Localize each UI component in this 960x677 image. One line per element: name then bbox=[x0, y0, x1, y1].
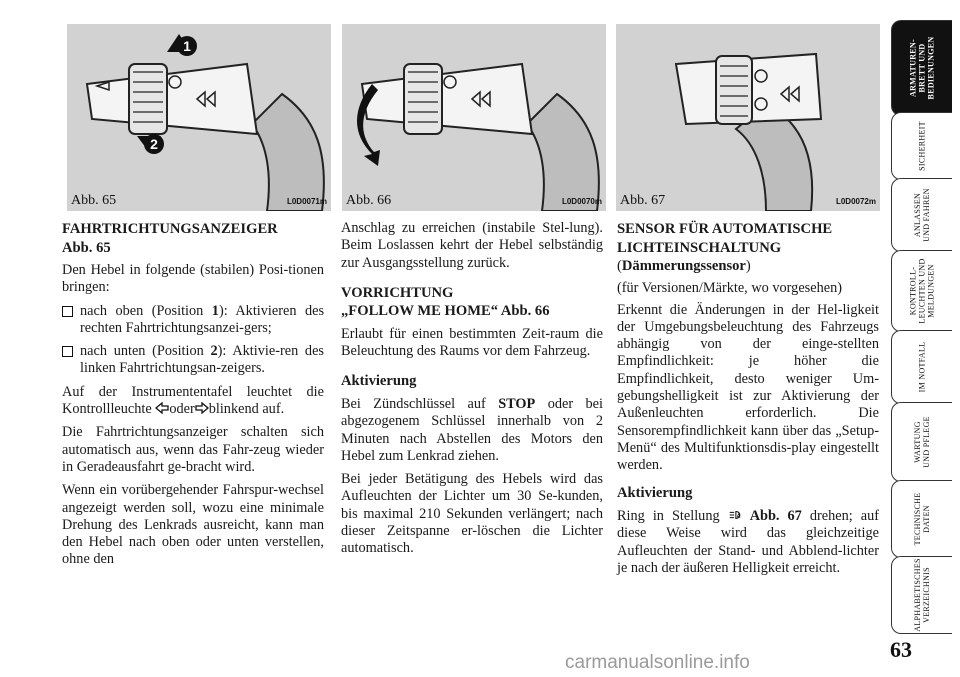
tab-wartung[interactable]: WARTUNG UND PFLEGE bbox=[891, 402, 952, 482]
position-markers bbox=[67, 24, 331, 211]
stalk-illustration bbox=[342, 24, 606, 211]
right-arrow-icon bbox=[195, 402, 209, 414]
column-2 bbox=[341, 220, 603, 564]
section-heading: VORRICHTUNG „FOLLOW ME HOME“ Abb. 66 bbox=[341, 284, 550, 320]
marker-1: 1 bbox=[183, 38, 191, 54]
paragraph: Erlaubt für einen bestimmten Zeit-raum die Beleuchtung des Raums vor dem Fahrzeug. bbox=[341, 325, 603, 360]
figure-code: L0D0072m bbox=[835, 197, 876, 206]
column-1 bbox=[62, 220, 324, 575]
tab-anlassen[interactable]: ANLASSEN UND FAHREN bbox=[891, 178, 952, 252]
paragraph: Bei jeder Betätigung des Hebels wird das Aufleuchten der Lichter um 30 Se-kunden, bis maximal 210 Sekunden verlängert; nach dieser Zeitspanne er-löschen die Lichter automatisch. bbox=[341, 471, 603, 557]
paragraph: Erkennt die Änderungen in der Hel-ligkeit der Umgebungsbeleuchtung des Fahrzeugs abhängig von der einge-stellten Empfindlichkeit: je höher die Empfindlichkeit, desto weniger Um-gebungshelligkeit ist zur Aktivierung der Außenleuchten erforderlich. Die Sensorempfindlichkeit kann über das „Setup-Menü“ des Multifunktionsdis-play eingestellt werden. bbox=[617, 301, 879, 474]
auto-light-icon bbox=[728, 509, 742, 521]
svg-text:A: A bbox=[736, 513, 741, 520]
tab-verzeichnis[interactable]: ALPHABETISCHES VERZEICHNIS bbox=[891, 556, 952, 634]
figure-abb-66 bbox=[342, 24, 606, 211]
left-arrow-icon bbox=[155, 402, 169, 414]
stalk-illustration bbox=[616, 24, 880, 211]
page-number: 63 bbox=[890, 637, 912, 662]
marker-2: 2 bbox=[150, 136, 158, 152]
paragraph: Bei Zündschlüssel auf STOP oder bei abgezogenem Schlüssel innerhalb von 2 Minuten nach Abstellen des Motors den Hebel zum Lenkrad ziehen. bbox=[341, 395, 603, 464]
heading-ref: Abb. 65 bbox=[62, 239, 111, 256]
figure-caption: Abb. 65 bbox=[71, 193, 117, 208]
tab-im-notfall[interactable]: IM NOTFALL bbox=[891, 330, 952, 404]
figure-caption: Abb. 66 bbox=[346, 193, 392, 208]
paragraph: Die Fahrtrichtungsanzeiger schalten sich automatisch aus, wenn das Fahr-zeug wieder in Geradeausfahrt ge-bracht wird. bbox=[62, 424, 324, 475]
figure-code: L0D0071m bbox=[286, 197, 327, 206]
figure-abb-67 bbox=[616, 24, 880, 211]
subheading: Aktivierung bbox=[341, 373, 417, 390]
column-3 bbox=[617, 220, 879, 583]
section-heading bbox=[62, 220, 324, 257]
tab-sicherheit[interactable]: SICHERHEIT bbox=[891, 112, 952, 180]
heading-text: FAHRTRICHTUNGSANZEIGER bbox=[62, 221, 278, 237]
watermark: carmanualsonline.info bbox=[565, 652, 750, 673]
list-item: nach oben (Position 1): Aktivieren des rechten Fahrtrichtungsanzei-gers; bbox=[62, 303, 324, 338]
figure-caption: Abb. 67 bbox=[620, 193, 666, 208]
paragraph: (für Versionen/Märkte, wo vorgesehen) bbox=[617, 279, 842, 296]
figure-abb-65 bbox=[67, 24, 331, 211]
tab-armaturenbrett[interactable]: ARMATUREN- BRETT UND BEDIENUNGEN bbox=[891, 20, 952, 116]
figure-code: L0D0070m bbox=[561, 197, 602, 206]
tab-technische-daten[interactable]: TECHNISCHE DATEN bbox=[891, 480, 952, 558]
paragraph: Auf der Instrumententafel leuchtet die Kontrollleuchte oder blinkend auf. bbox=[62, 383, 324, 418]
section-heading: SENSOR FÜR AUTOMATISCHE LICHTEINSCHALTUNG (Dämmerungssensor) bbox=[617, 221, 833, 274]
paragraph: Anschlag zu erreichen (instabile Stel-lung). Beim Loslassen kehrt der Hebel selbständig zur Ausgangsstellung zurück. bbox=[341, 220, 603, 271]
checkbox-bullet-icon bbox=[62, 346, 73, 357]
paragraph: Ring in Stellung A Abb. 67 drehen; auf diese Weise wird das gleichzeitige Aufleuchten der Stand- und Abblend-lichter je nach der äußeren Helligkeit erreicht. bbox=[617, 507, 879, 576]
subheading: Aktivierung bbox=[617, 485, 693, 502]
checkbox-bullet-icon bbox=[62, 306, 73, 317]
chapter-sidebar bbox=[891, 0, 960, 677]
paragraph: Den Hebel in folgende (stabilen) Posi-tionen bringen: bbox=[62, 262, 324, 296]
paragraph: Wenn ein vorübergehender Fahrspur-wechsel angezeigt werden soll, wozu eine minimale Drehung des Lenkrads ausreicht, kann man den Hebel nach oben oder unten verstellen, ohne den bbox=[62, 482, 324, 568]
list-item: nach unten (Position 2): Aktivie-ren des linken Fahrtrichtungsan-zeigers. bbox=[62, 343, 324, 378]
tab-kontrollleuchten[interactable]: KONTROLL- LEUCHTEN UND MELDUNGEN bbox=[891, 250, 952, 332]
